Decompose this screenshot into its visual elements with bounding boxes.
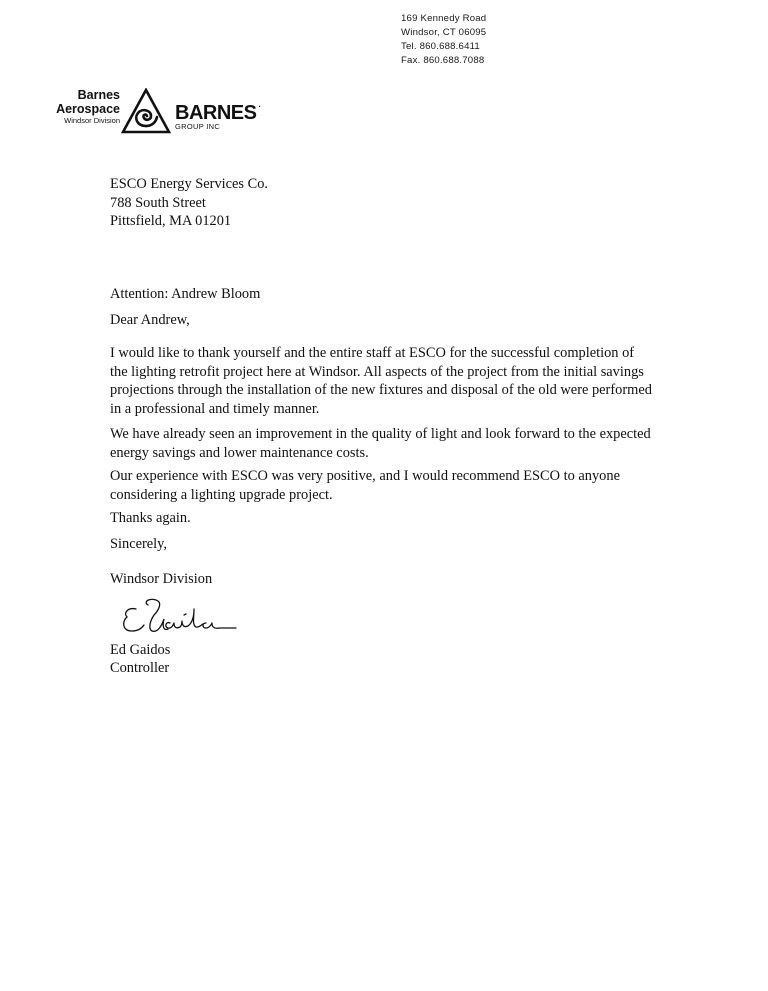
recipient-company: ESCO Energy Services Co.	[110, 176, 269, 192]
logo-brand-name: BARNES	[175, 102, 257, 124]
salutation: Dear Andrew,	[110, 312, 190, 328]
handwritten-signature	[118, 595, 258, 643]
logo-brand-mark: ·	[258, 102, 261, 111]
closing-line: Sincerely,	[110, 536, 168, 552]
body-paragraph-1: I would like to thank yourself and the entire staff at ESCO for the successful completion of the lighting retrofit project here at Windsor. All aspects of the project from the initial savings projections through the installation of the new fixtures and disposal of the old were performed in a professional and timely manner.	[110, 345, 652, 417]
signer-title: Controller	[110, 660, 170, 676]
logo-line-division: Windsor Division	[64, 116, 120, 125]
thanks-line: Thanks again.	[110, 510, 191, 526]
sender-city: Windsor, CT 06095	[401, 27, 487, 38]
logo-division-text	[56, 88, 120, 125]
body-paragraph-3: Our experience with ESCO was very positive, and I would recommend ESCO to anyone considering a lighting upgrade project.	[110, 468, 620, 503]
sender-address	[401, 12, 486, 68]
logo-line-aerospace: Aerospace	[56, 102, 120, 116]
recipient-address	[110, 175, 670, 231]
body-paragraph-2: We have already seen an improvement in the quality of light and look forward to the expected energy savings and lower maintenance costs.	[110, 426, 651, 461]
recipient-city: Pittsfield, MA 01201	[110, 213, 232, 230]
sender-street: 169 Kennedy Road	[401, 13, 487, 24]
signer-name: Ed Gaidos	[110, 642, 171, 658]
logo-brand	[175, 103, 261, 131]
logo-group-text: GROUP INC	[175, 122, 221, 131]
sender-fax: Fax. 860.688.7088	[401, 55, 485, 66]
signer-division: Windsor Division	[110, 571, 213, 587]
logo-line-barnes: Barnes	[77, 88, 120, 102]
attention-line: Attention: Andrew Bloom	[110, 286, 261, 302]
letter-body	[110, 175, 670, 676]
company-logo	[30, 88, 280, 138]
recipient-street: 788 South Street	[110, 194, 206, 211]
sender-tel: Tel. 860.688.6411	[401, 41, 480, 52]
barnes-logo-icon	[121, 88, 171, 134]
